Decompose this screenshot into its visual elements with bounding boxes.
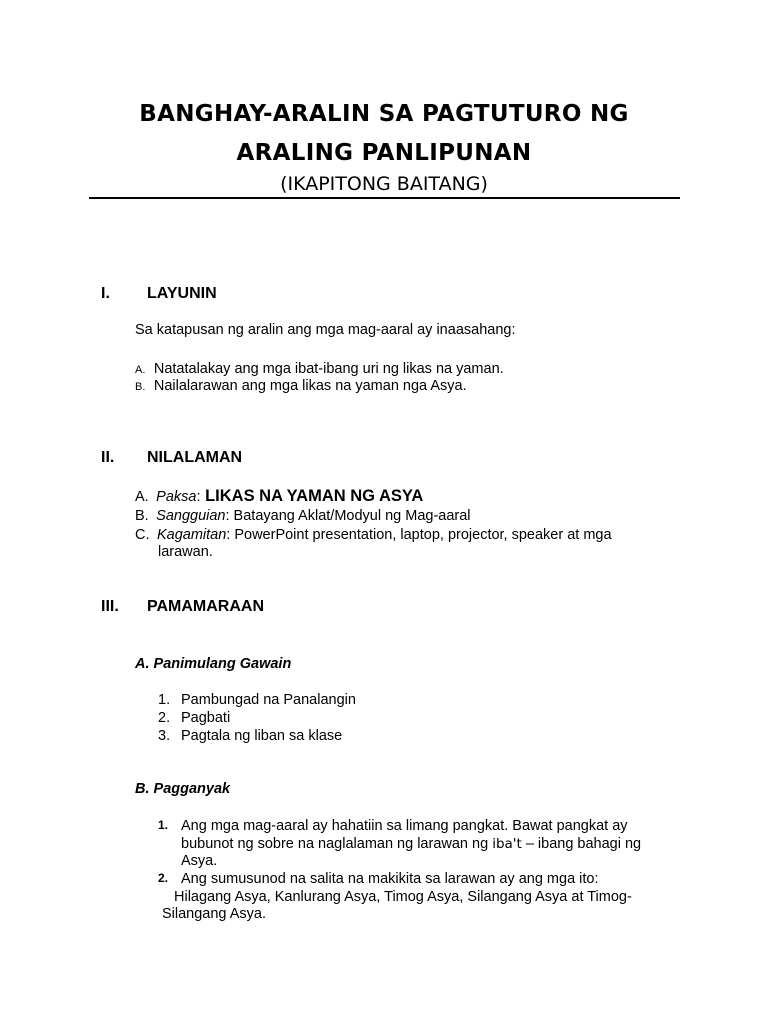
subsection-b-item-1-line3: Asya. <box>181 853 218 869</box>
item-number: 2. <box>158 710 171 726</box>
item-letter: B. <box>135 508 149 524</box>
section1-number: I. <box>101 285 110 302</box>
document-subtitle: (IKAPITONG BAITANG) <box>280 173 488 195</box>
subsection-b-heading: B. Pagganyak <box>135 781 231 797</box>
document-title-line2: ARALING PANLIPUNAN <box>236 140 532 166</box>
subsection-b-item-2-line2: Hilagang Asya, Kanlurang Asya, Timog Asya, Silangang Asya at Timog- <box>174 889 632 905</box>
item-text: Pagbati <box>181 710 231 726</box>
section2-item-b <box>135 507 471 525</box>
section2-item-c <box>135 526 612 544</box>
subsection-b-item-1-line1: Ang mga mag-aaral ay hahatiin sa limang pangkat. Bawat pangkat ay <box>181 818 628 834</box>
item-number: 1. <box>158 692 171 708</box>
subsection-b-item-2-line1: Ang sumusunod na salita na makikita sa larawan ay ang mga ito: <box>181 871 599 887</box>
item-label: Paksa <box>156 489 197 505</box>
item-value: Batayang Aklat/Modyul ng Mag-aaral <box>229 508 471 524</box>
subsection-b-item-1-line2 <box>181 836 641 852</box>
title-divider <box>89 197 680 199</box>
text-segment: – ibang bahagi ng <box>521 836 642 852</box>
section1-item-b <box>135 377 467 395</box>
item-label: Kagamitan <box>156 527 227 543</box>
subsection-b-item-2-line3: Silangang Asya. <box>162 906 266 922</box>
section2-number: II. <box>101 449 115 466</box>
subsection-a-item-2 <box>158 710 231 726</box>
item-letter: B. <box>135 381 146 393</box>
subsection-a-item-1 <box>158 692 356 708</box>
item-separator: : <box>196 489 201 505</box>
section3-title: PAMAMARAAN <box>147 598 265 615</box>
item-letter: C. <box>135 527 150 543</box>
subsection-a-item-3 <box>158 728 343 744</box>
section2-title: NILALAMAN <box>147 449 243 466</box>
section2-item-c-continued: larawan. <box>158 544 213 560</box>
subsection-b-item-1-number: 1. <box>158 818 169 832</box>
item-separator: : <box>226 527 231 543</box>
section1-item-a <box>135 360 504 378</box>
item-letter: A. <box>135 364 146 376</box>
item-label: Sangguian <box>156 508 226 524</box>
item-text: Pagtala ng liban sa klase <box>181 728 343 744</box>
text-segment: bubunot ng sobre na naglalaman ng larawan ng <box>181 836 493 852</box>
item-separator: : <box>225 508 230 524</box>
section1-title: LAYUNIN <box>147 285 217 302</box>
section2-item-a <box>135 487 423 506</box>
section3-number: III. <box>101 598 119 615</box>
document-title-line1: BANGHAY-ARALIN SA PAGTUTURO NG <box>139 101 629 127</box>
item-value: PowerPoint presentation, laptop, projector, speaker at mga <box>230 527 612 543</box>
item-text: Natatalakay ang mga ibat-ibang uri ng likas na yaman. <box>153 361 504 377</box>
section1-intro: Sa katapusan ng aralin ang mga mag-aaral ay inaasahang: <box>135 322 516 338</box>
text-segment: iba't <box>492 836 522 852</box>
item-letter: A. <box>135 489 149 505</box>
subsection-b-item-2-number: 2. <box>158 871 169 885</box>
subsection-a-heading: A. Panimulang Gawain <box>135 656 292 672</box>
item-text: Pambungad na Panalangin <box>181 692 356 708</box>
item-value: LIKAS NA YAMAN NG ASYA <box>200 487 424 505</box>
item-text: Nailalarawan ang mga likas na yaman nga Asya. <box>153 378 467 394</box>
item-number: 3. <box>158 728 171 744</box>
